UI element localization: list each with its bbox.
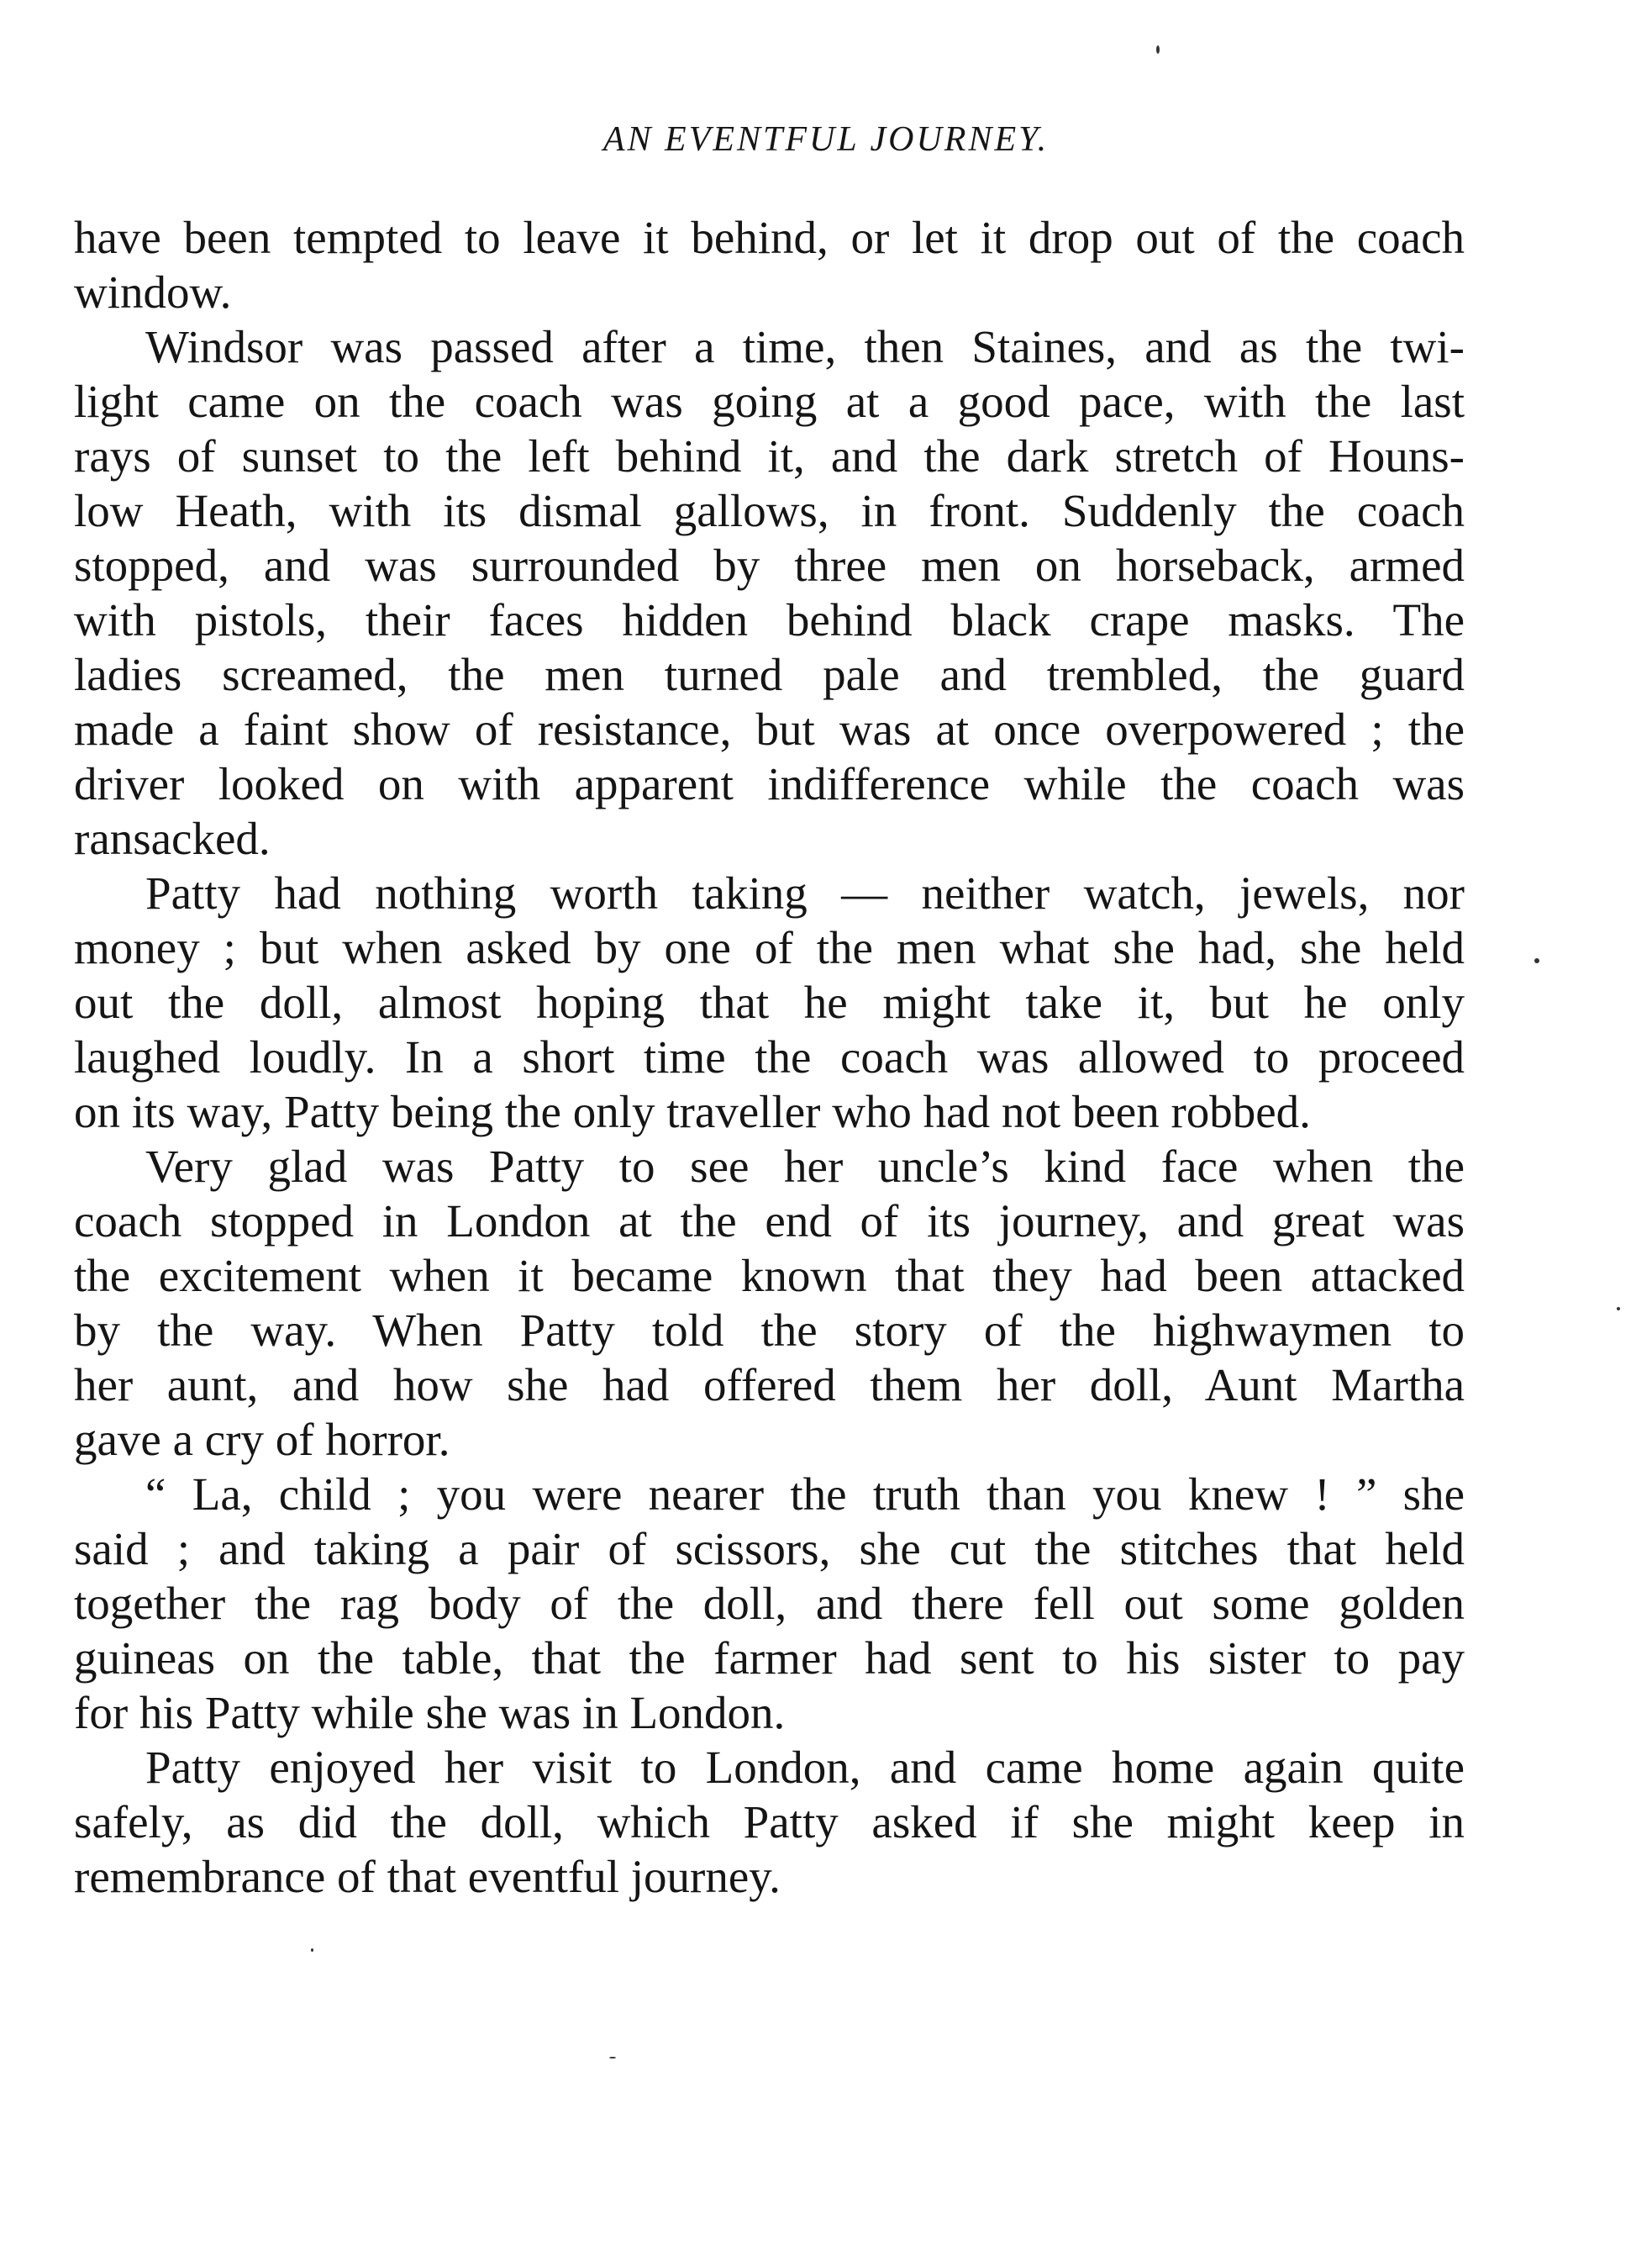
text-line: by the way. When Patty told the story of the highwaymen to xyxy=(74,1305,1465,1356)
text-line: made a faint show of resistance, but was at once overpowered ; the xyxy=(74,704,1465,755)
paper-speck xyxy=(311,1948,313,1952)
text-line: laughed loudly. In a short time the coach was allowed to proceed xyxy=(74,1031,1465,1083)
text-line: money ; but when asked by one of the men what she had, she held xyxy=(74,922,1465,973)
body-text xyxy=(74,210,1465,1904)
text-line: on its way, Patty being the only traveller who had not been robbed. xyxy=(74,1086,1311,1137)
text-line: coach stopped in London at the end of its journey, and great was xyxy=(74,1195,1465,1247)
paper-speck xyxy=(609,2057,616,2058)
text-line: light came on the coach was going at a good pace, with the last xyxy=(74,376,1465,427)
text-line: Patty enjoyed her visit to London, and came home again quite xyxy=(145,1742,1465,1793)
text-line: Windsor was passed after a time, then Staines, and as the twi- xyxy=(145,321,1465,372)
text-line: out the doll, almost hoping that he might take it, but he only xyxy=(74,977,1465,1028)
text-line: for his Patty while she was in London. xyxy=(74,1687,786,1738)
text-line: low Heath, with its dismal gallows, in front. Suddenly the coach xyxy=(74,485,1465,536)
text-line: ladies screamed, the men turned pale and trembled, the guard xyxy=(74,649,1465,700)
paper-speck xyxy=(1534,958,1539,963)
text-line: together the rag body of the doll, and there fell out some golden xyxy=(74,1578,1465,1629)
text-line: guineas on the table, that the farmer had sent to his sister to pay xyxy=(74,1632,1465,1684)
text-line: “ La, child ; you were nearer the truth than you knew ! ” she xyxy=(145,1468,1465,1520)
text-line: ransacked. xyxy=(74,813,271,864)
text-line: stopped, and was surrounded by three men on horseback, armed xyxy=(74,540,1465,591)
text-line: with pistols, their faces hidden behind black crape masks. The xyxy=(74,594,1465,646)
text-line: gave a cry of horror. xyxy=(74,1414,450,1465)
text-line: her aunt, and how she had offered them her doll, Aunt Martha xyxy=(74,1359,1465,1410)
text-line: Very glad was Patty to see her uncle’s kind face when the xyxy=(145,1141,1465,1192)
text-line: remembrance of that eventful journey. xyxy=(74,1851,781,1902)
text-line: window. xyxy=(74,266,232,318)
paper-speck xyxy=(1617,1307,1620,1310)
paper-speck xyxy=(1156,45,1160,54)
running-head: AN EVENTFUL JOURNEY. xyxy=(602,120,1050,159)
text-line: driver looked on with apparent indifference while the coach was xyxy=(74,758,1465,809)
text-line: have been tempted to leave it behind, or let it drop out of the coach xyxy=(74,212,1465,263)
text-line: rays of sunset to the left behind it, and the dark stretch of Houns- xyxy=(74,430,1465,482)
text-line: Patty had nothing worth taking — neither watch, jewels, nor xyxy=(145,867,1465,919)
text-line: the excitement when it became known that they had been attacked xyxy=(74,1250,1465,1301)
text-line: said ; and taking a pair of scissors, she cut the stitches that held xyxy=(74,1523,1465,1574)
text-line: safely, as did the doll, which Patty asked if she might keep in xyxy=(74,1796,1465,1847)
